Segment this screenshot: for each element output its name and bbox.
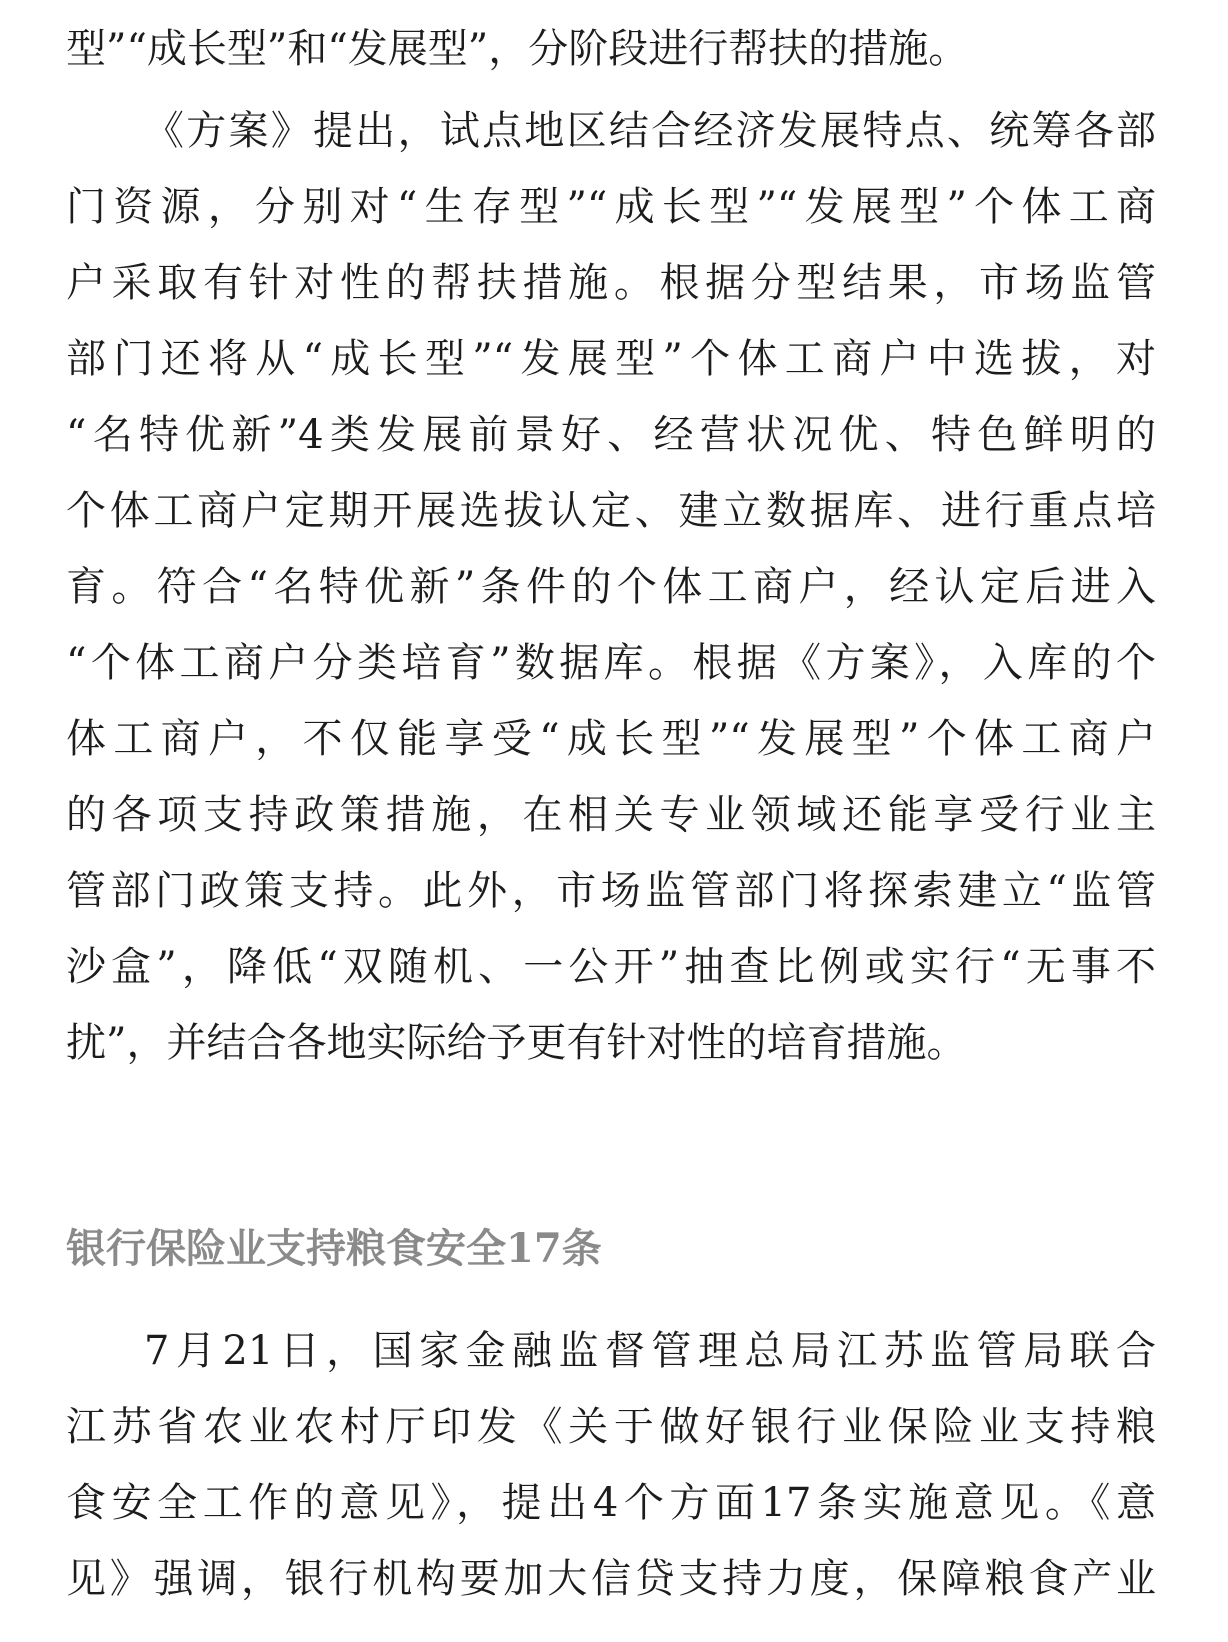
- paragraph-3-line-3: 食安全工作的意见》，提出4个方面17条实施意见。《意: [66, 1480, 1156, 1526]
- paragraph-2-line-13: 扰”，并结合各地实际给予更有针对性的培育措施。: [66, 1020, 967, 1066]
- paragraph-2-line-6: 个体工商户定期开展选拔认定、建立数据库、进行重点培: [66, 488, 1156, 534]
- paragraph-2-line-1: 《方案》提出，试点地区结合经济发展特点、统筹各部: [144, 108, 1156, 154]
- paragraph-2-line-12: 沙盒”，降低“双随机、一公开”抽查比例或实行“无事不: [66, 944, 1156, 990]
- section-heading: 银行保险业支持粮食安全17条: [66, 1225, 602, 1272]
- paragraph-3-line-4: 见》强调，银行机构要加大信贷支持力度，保障粮食产业: [66, 1556, 1156, 1602]
- paragraph-2-line-3: 户采取有针对性的帮扶措施。根据分型结果，市场监管: [66, 260, 1156, 306]
- paragraph-2-line-2: 门资源，分别对“生存型”“成长型”“发展型”个体工商: [66, 184, 1156, 230]
- paragraph-2-line-11: 管部门政策支持。此外，市场监管部门将探索建立“监管: [66, 868, 1156, 914]
- paragraph-1-line-1: 型”“成长型”和“发展型”，分阶段进行帮扶的措施。: [66, 26, 969, 72]
- paragraph-2-line-4: 部门还将从“成长型”“发展型”个体工商户中选拔，对: [66, 336, 1156, 382]
- paragraph-2-line-7: 育。符合“名特优新”条件的个体工商户，经认定后进入: [66, 564, 1156, 610]
- paragraph-3-line-1: 7月21日，国家金融监督管理总局江苏监管局联合: [144, 1328, 1156, 1374]
- paragraph-3-line-2: 江苏省农业农村厅印发《关于做好银行业保险业支持粮: [66, 1404, 1156, 1450]
- paragraph-2-line-5: “名特优新”4类发展前景好、经营状况优、特色鲜明的: [66, 412, 1156, 458]
- paragraph-2-line-9: 体工商户，不仅能享受“成长型”“发展型”个体工商户: [66, 716, 1156, 762]
- paragraph-2-line-8: “个体工商户分类培育”数据库。根据《方案》，入库的个: [66, 640, 1156, 686]
- paragraph-2-line-10: 的各项支持政策措施，在相关专业领域还能享受行业主: [66, 792, 1156, 838]
